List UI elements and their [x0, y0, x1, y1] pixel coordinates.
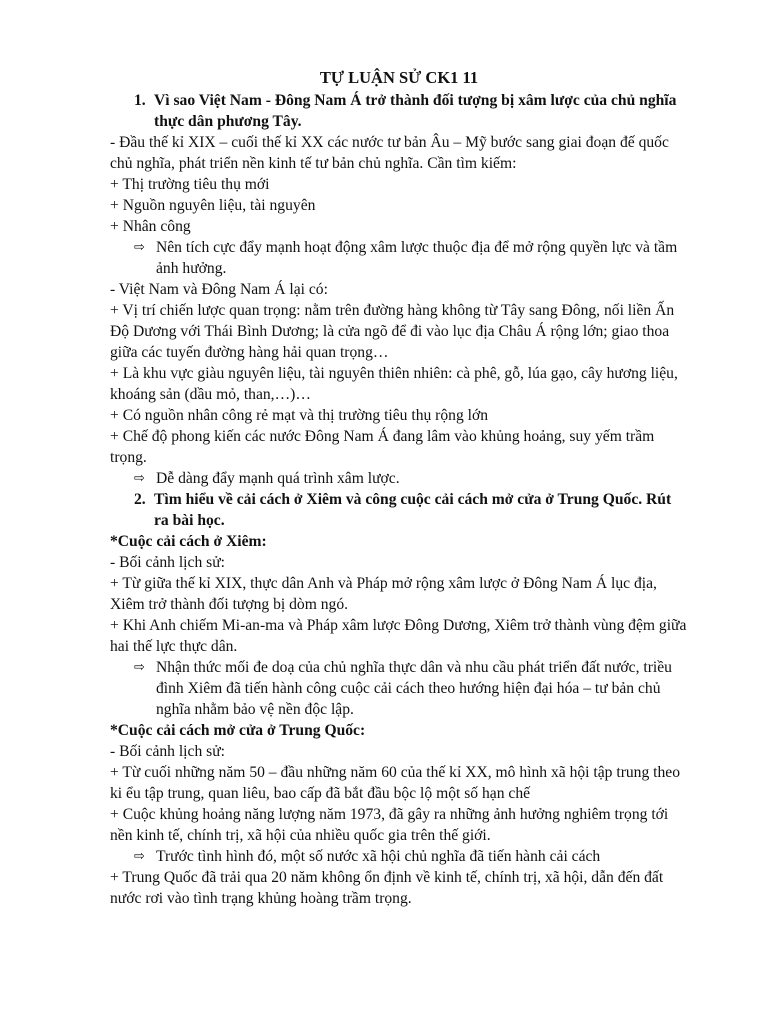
siam-conclusion [110, 657, 688, 720]
siam-paragraph: - Bối cảnh lịch sử: [110, 554, 225, 571]
question-1-text: Vì sao Việt Nam - Đông Nam Á trở thành đối tượng bị xâm lược của chủ nghĩa thực dân phương Tây. [154, 92, 677, 130]
q1-paragraph: + Chế độ phong kiến các nước Đông Nam Á đang lâm vào khủng hoảng, suy yếm trầm trọng. [110, 428, 655, 466]
arrow-icon: ⇨ [134, 660, 145, 675]
question-1-number: 1. [134, 92, 146, 109]
arrow-icon: ⇨ [134, 240, 145, 255]
q1-conclusion [110, 237, 688, 279]
question-2-number: 2. [134, 491, 146, 508]
q1-conclusion-text: Dễ dàng đẩy mạnh quá trình xâm lược. [156, 470, 400, 487]
china-paragraph: + Cuộc khủng hoảng năng lượng năm 1973, đã gây ra những ảnh hưởng nghiêm trọng tới nền kinh tế, chính trị, xã hội của nhiều quốc gia trên thế giới. [110, 806, 669, 844]
q1-conclusion-text: Nên tích cực đẩy mạnh hoạt động xâm lược thuộc địa để mở rộng quyền lực và tầm ảnh hưởng. [156, 239, 678, 277]
china-conclusion [110, 846, 688, 867]
q1-paragraph: + Nhân công [110, 218, 191, 235]
siam-paragraph: + Khi Anh chiếm Mi-an-ma và Pháp xâm lược Đông Dương, Xiêm trở thành vùng đệm giữa hai thế lực thực dân. [110, 617, 687, 655]
document-title: TỰ LUẬN SỬ CK1 11 [319, 68, 479, 87]
q1-paragraph: + Nguồn nguyên liệu, tài nguyên [110, 197, 316, 214]
q1-paragraph: - Đầu thế kỉ XIX – cuối thế kỉ XX các nước tư bản Âu – Mỹ bước sang giai đoạn đế quốc chủ nghĩa, phát triển nền kinh tế tư bản chủ nghĩa. Cần tìm kiếm: [110, 134, 669, 172]
question-2-heading [110, 489, 688, 531]
q1-paragraph: + Là khu vực giàu nguyên liệu, tài nguyên thiên nhiên: cà phê, gỗ, lúa gạo, cây hương liệu, khoáng sản (dầu mỏ, than,…)… [110, 365, 678, 403]
arrow-icon: ⇨ [134, 849, 145, 864]
q1-paragraph: - Việt Nam và Đông Nam Á lại có: [110, 281, 328, 298]
china-paragraph: + Trung Quốc đã trải qua 20 năm không ổn định về kinh tế, chính trị, xã hội, dẫn đến đất nước rơi vào tình trạng khủng hoàng trầm trọng. [110, 869, 664, 907]
question-1-heading [110, 90, 688, 132]
q1-paragraph: + Vị trí chiến lược quan trọng: nằm trên đường hàng không từ Tây sang Đông, nối liền Ấn Độ Dương với Thái Bình Dương; là cửa ngõ để đi vào lục địa Châu Á rộng lớn; giao thoa giữa các tuyến đường hàng hải quan trọng… [110, 302, 675, 361]
china-paragraph: + Từ cuối những năm 50 – đầu những năm 60 của thế kỉ XX, mô hình xã hội tập trung theo ki ểu tập trung, quan liêu, bao cấp đã bắt đầu bộc lộ một số hạn chế [110, 764, 681, 802]
q1-paragraph: + Thị trường tiêu thụ mới [110, 176, 270, 193]
siam-conclusion-text: Nhận thức mối đe doạ của chủ nghĩa thực dân và nhu cầu phát triển đất nước, triều đình Xiêm đã tiến hành công cuộc cải cách theo hướng hiện đại hóa – tư bản chủ nghĩa nhằm bảo vệ nền độc lập. [156, 659, 672, 718]
question-2-text: Tìm hiểu về cải cách ở Xiêm và công cuộc cải cách mở cửa ở Trung Quốc. Rút ra bài học. [154, 491, 672, 529]
q1-paragraph: + Có nguồn nhân công rẻ mạt và thị trường tiêu thụ rộng lớn [110, 407, 489, 424]
q1-conclusion [110, 468, 688, 489]
arrow-icon: ⇨ [134, 471, 145, 486]
china-section-heading: *Cuộc cải cách mở cửa ở Trung Quốc: [110, 722, 366, 739]
siam-section-heading: *Cuộc cải cách ở Xiêm: [110, 533, 267, 550]
china-conclusion-text: Trước tình hình đó, một số nước xã hội chủ nghĩa đã tiến hành cải cách [156, 848, 601, 865]
china-paragraph: - Bối cảnh lịch sử: [110, 743, 225, 760]
siam-paragraph: + Từ giữa thế kỉ XIX, thực dân Anh và Pháp mở rộng xâm lược ở Đông Nam Á lục địa, Xiêm trở thành đối tượng bị dòm ngó. [110, 575, 657, 613]
